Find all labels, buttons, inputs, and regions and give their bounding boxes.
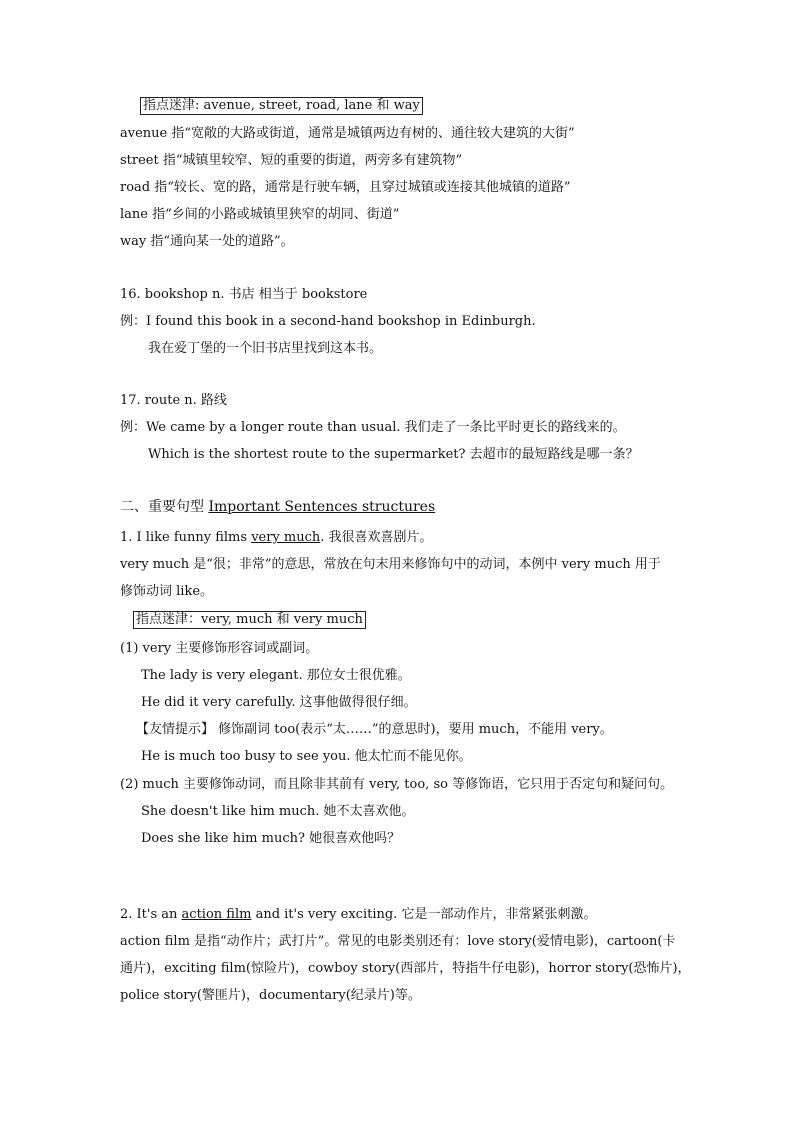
sentence-2-explanation-1: action film 是指“动作片；武打片”。常见的电影类别还有：love story(爱情电影)，cartoon(卡 xyxy=(120,934,676,949)
road-line-road: road 指“较长、宽的路，通常是行驶车辆，且穿过城镇或连接其他城镇的道路” xyxy=(120,180,571,195)
vocab-16-example-cn: 我在爱丁堡的一个旧书店里找到这本书。 xyxy=(148,341,383,356)
tip-box-roads xyxy=(140,97,423,115)
sentence-2 xyxy=(120,907,596,923)
sentence-2-post: and it's very exciting. 它是一部动作片，非常紧张刺激。 xyxy=(251,907,597,922)
tip-example-3: He is much too busy to see you. 他太忙而不能见你。 xyxy=(141,749,472,764)
sentence-1-post: . 我很喜欢喜剧片。 xyxy=(320,530,433,545)
tip-text: ：very, much 和 very much xyxy=(188,612,363,627)
sentence-2-pre: 2. It's an xyxy=(120,907,182,922)
tip-example-2: He did it very carefully. 这事他做得很仔细。 xyxy=(141,695,417,710)
tip-box-very-much xyxy=(133,611,366,629)
sentence-2-explanation-2: 通片)，exciting film(惊险片)，cowboy story(西部片，特指牛仔电影)，horror story(恐怖片)， xyxy=(120,961,691,976)
sentence-1-pre: 1. I like funny films xyxy=(120,530,252,545)
road-line-way: way 指“通向某一处的道路”。 xyxy=(120,234,294,249)
vocab-17-head: 17. route n. 路线 xyxy=(120,393,227,408)
tip-example-5: Does she like him much? 她很喜欢他吗？ xyxy=(141,831,401,846)
tip-example-1: The lady is very elegant. 那位女士很优雅。 xyxy=(141,668,411,683)
tip-example-4: She doesn't like him much. 她不太喜欢他。 xyxy=(141,804,415,819)
sentence-1 xyxy=(120,530,433,546)
section-prefix: 二、重要句型 xyxy=(120,499,209,515)
sentence-2-explanation-3: police story(警匪片)，documentary(纪录片)等。 xyxy=(120,988,421,1003)
tip-item-2: (2) much 主要修饰动词，而且除非其前有 very, too, so 等修饰语，它只用于否定句和疑问句。 xyxy=(120,777,674,792)
road-line-avenue: avenue 指“宽敞的大路或街道，通常是城镇两边有树的、通往较大建筑的大街” xyxy=(120,126,575,141)
friendly-reminder: 【友情提示】 修饰副词 too(表示“太……”的意思时)，要用 much，不能用 very。 xyxy=(136,722,613,737)
section-heading xyxy=(120,499,435,515)
vocab-17-example-2: Which is the shortest route to the supermarket? 去超市的最短路线是哪一条？ xyxy=(148,447,639,462)
tip-label: 指点迷津 xyxy=(136,612,189,627)
sentence-1-explanation-1: very much 是“很；非常”的意思，常放在句末用来修饰句中的动词，本例中 very much 用于 xyxy=(120,557,661,572)
sentence-2-key: action film xyxy=(181,907,252,922)
sentence-1-key: very much xyxy=(251,530,321,545)
road-line-street: street 指“城镇里较窄、短的重要的街道，两旁多有建筑物” xyxy=(120,153,463,168)
road-line-lane: lane 指“乡间的小路或城镇里狭窄的胡同、街道” xyxy=(120,207,400,222)
tip-item-1: (1) very 主要修饰形容词或副词。 xyxy=(120,641,319,656)
section-title: Important Sentences structures xyxy=(208,499,436,515)
sentence-1-explanation-2: 修饰动词 like。 xyxy=(120,584,214,599)
tip-text: : avenue, street, road, lane 和 way xyxy=(195,98,420,113)
vocab-17-example-1: 例：We came by a longer route than usual. 我们走了一条比平时更长的路线来的。 xyxy=(120,420,626,435)
vocab-16-example-en: 例：I found this book in a second-hand bookshop in Edinburgh. xyxy=(120,314,536,329)
vocab-16-head: 16. bookshop n. 书店 相当于 bookstore xyxy=(120,287,368,302)
tip-label: 指点迷津 xyxy=(143,98,196,113)
